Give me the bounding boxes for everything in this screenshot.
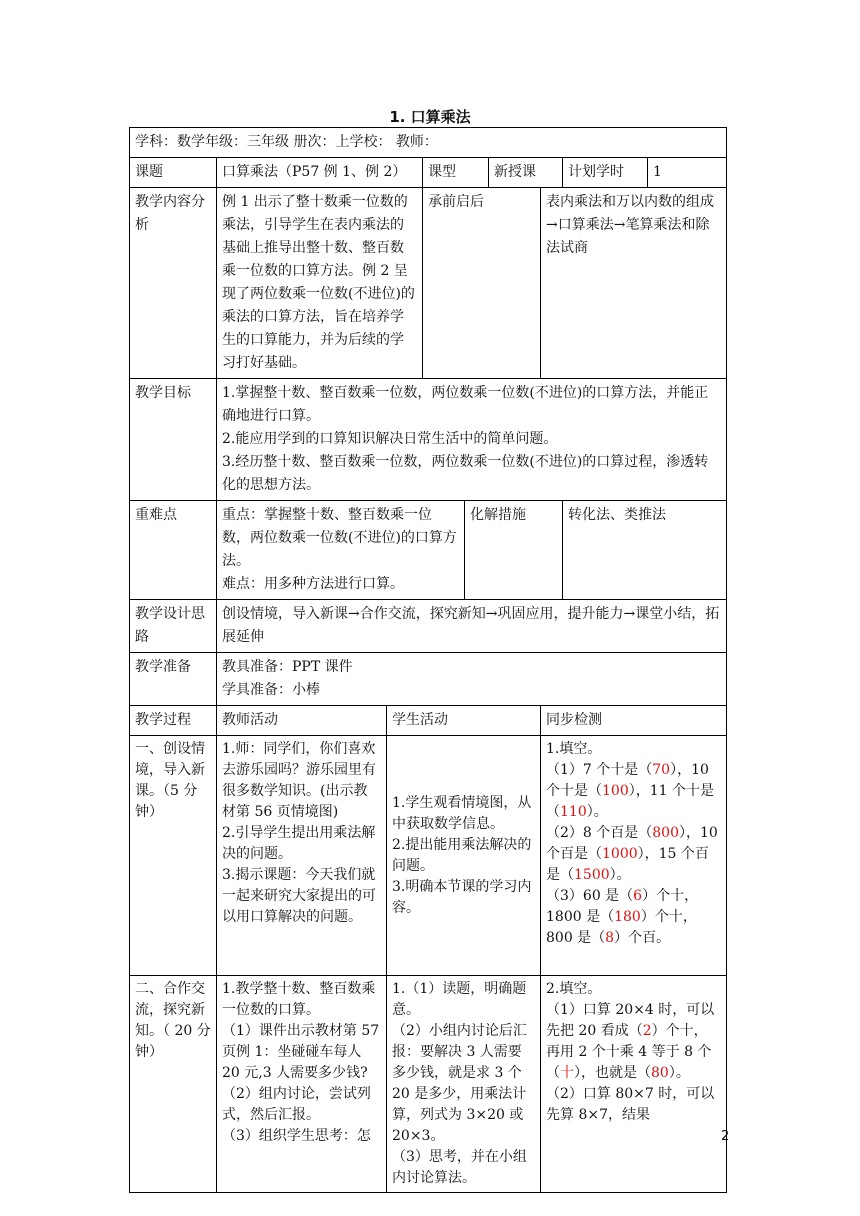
stage2-teacher [217, 976, 387, 1193]
key-points-label: 重难点 [130, 501, 217, 600]
prep-text [217, 653, 727, 706]
difficulty-point: 难点：用多种方法进行口算。 [222, 576, 404, 592]
check-question: （1）7 个十是（70），10 个十是（100），11 个十是（110）。 [546, 762, 714, 820]
page-number: 2 [721, 1129, 730, 1144]
check-question: （2）8 个百是（800），10 个百是（1000），15 个百是（1500）。 [546, 825, 718, 883]
goal-item: 3.经历整十数、整百数乘一位数，两位数乘一位数(不进位)的口算过程，渗透转化的思想方法。 [222, 454, 709, 493]
student-step: 2.提出能用乘法解决的问题。 [392, 836, 532, 874]
answer: 1000 [602, 846, 638, 862]
process-header-stage: 教学过程 [130, 706, 217, 736]
check-question: （1）口算 20×4 时，可以先把 20 看成（2）个十，再用 2 个十乘 4 等于 8 个（十），也就是（80）。 [546, 1002, 715, 1081]
check-intro: 1.填空。 [546, 741, 602, 757]
stage1-teacher [217, 736, 387, 976]
answer: 180 [614, 909, 641, 925]
answer: 70 [652, 762, 671, 778]
stage1-label: 一、创设情境，导入新课。（5 分钟） [130, 736, 217, 976]
topic-value: 口算乘法（P57 例 1、例 2） [217, 158, 423, 188]
teacher-step: 1.师：同学们，你们喜欢去游乐园吗？游乐园里有很多数学知识。(出示教材第 56 页情境图) [222, 741, 376, 820]
lesson-plan-table [129, 127, 730, 1193]
answer: 2 [642, 1023, 652, 1039]
process-header-teacher: 教师活动 [217, 706, 387, 736]
key-points-text [217, 501, 465, 600]
stage2-label: 二、合作交流，探究新知。（ 20 分钟） [130, 976, 217, 1193]
answer: 100 [602, 783, 629, 799]
goals-label: 教学目标 [130, 379, 217, 501]
goal-item: 2.能应用学到的口算知识解决日常生活中的简单问题。 [222, 431, 558, 447]
analysis-label: 教学内容分析 [130, 188, 217, 379]
goal-item: 1.掌握整十数、整百数乘一位数，两位数乘一位数(不进位)的口算方法，并能正确地进行口算。 [222, 385, 709, 424]
teacher-step: 3.揭示课题：今天我们就一起来研究大家提出的可以用口算解决的问题。 [222, 867, 376, 925]
analysis-mid-label: 承前启后 [423, 188, 541, 379]
stage2-student [387, 976, 541, 1193]
teacher-step: 1.教学整十数、整百数乘一位数的口算。 [222, 981, 376, 1018]
check-question: （3）60 是（6）个十，1800 是（180）个十，800 是（8）个百。 [546, 888, 699, 946]
measures-value: 转化法、类推法 [563, 501, 727, 600]
stage1-check [541, 736, 727, 976]
measures-label: 化解措施 [465, 501, 563, 600]
teacher-step: 2.引导学生提出用乘法解决的问题。 [222, 825, 376, 862]
student-step: 1.学生观看情境图，从中获取数学信息。 [392, 794, 532, 832]
stage2-check [541, 976, 730, 1193]
planned-hours-value: 1 [648, 158, 727, 188]
teacher-step: （2）组内讨论，尝试列式，然后汇报。 [222, 1086, 371, 1123]
student-step: 1.（1）读题，明确题意。 [392, 981, 527, 1018]
key-point: 重点：掌握整十数、整百数乘一位数，两位数乘一位数(不进位)的口算方法。 [222, 507, 457, 569]
answer: 80 [651, 1065, 669, 1081]
student-step: 3.明确本节课的学习内容。 [392, 878, 532, 916]
check-intro: 2.填空。 [546, 981, 602, 997]
answer: 1500 [574, 867, 610, 883]
student-step: （3）思考，并在小组内讨论算法。 [392, 1149, 527, 1186]
answer: 110 [560, 804, 587, 820]
analysis-right: 表内乘法和万以内数的组成→口算乘法→笔算乘法和除法试商 [541, 188, 727, 379]
student-prep: 学具准备：小棒 [222, 682, 320, 698]
stage1-student [387, 736, 541, 976]
answer: 十 [560, 1065, 574, 1081]
lesson-type-value: 新授课 [489, 158, 563, 188]
header-row: 学科：数学年级：三年级 册次：上学校： 教师： [130, 128, 727, 158]
student-step: （2）小组内讨论后汇报：要解决 3 人需要多少钱，就是求 3 个 20 是多少，用乘法计算，列式为 3×20 或 20×3。 [392, 1023, 527, 1144]
answer: 8 [605, 930, 615, 946]
teacher-prep: 教具准备：PPT 课件 [222, 659, 353, 675]
lesson-type-label: 课型 [423, 158, 489, 188]
process-header-student: 学生活动 [387, 706, 541, 736]
goals-list [217, 379, 727, 501]
document-title: 1. 口算乘法 [389, 108, 471, 126]
teacher-step: （1）课件出示教材第 57 页例 1：坐碰碰车每人 20 元,3 人需要多少钱? [222, 1023, 380, 1081]
teacher-step: （3）组织学生思考：怎 [222, 1128, 371, 1144]
answer: 800 [652, 825, 679, 841]
analysis-text: 例 1 出示了整十数乘一位数的乘法，引导学生在表内乘法的基础上推导出整十数、整百数乘一位数的口算方法。例 2 呈现了两位数乘一位数(不进位)的乘法的口算方法，旨在培养学生的口算能力，并为后续的学习打好基础。 [217, 188, 423, 379]
topic-label: 课题 [130, 158, 217, 188]
check-question: （2）口算 80×7 时，可以先算 8×7，结果 [546, 1086, 715, 1123]
answer: 6 [633, 888, 643, 904]
prep-label: 教学准备 [130, 653, 217, 706]
process-header-check: 同步检测 [541, 706, 727, 736]
design-label: 教学设计思路 [130, 600, 217, 653]
planned-hours-label: 计划学时 [563, 158, 648, 188]
design-text: 创设情境，导入新课→合作交流，探究新知→巩固应用，提升能力→课堂小结，拓展延伸 [217, 600, 727, 653]
